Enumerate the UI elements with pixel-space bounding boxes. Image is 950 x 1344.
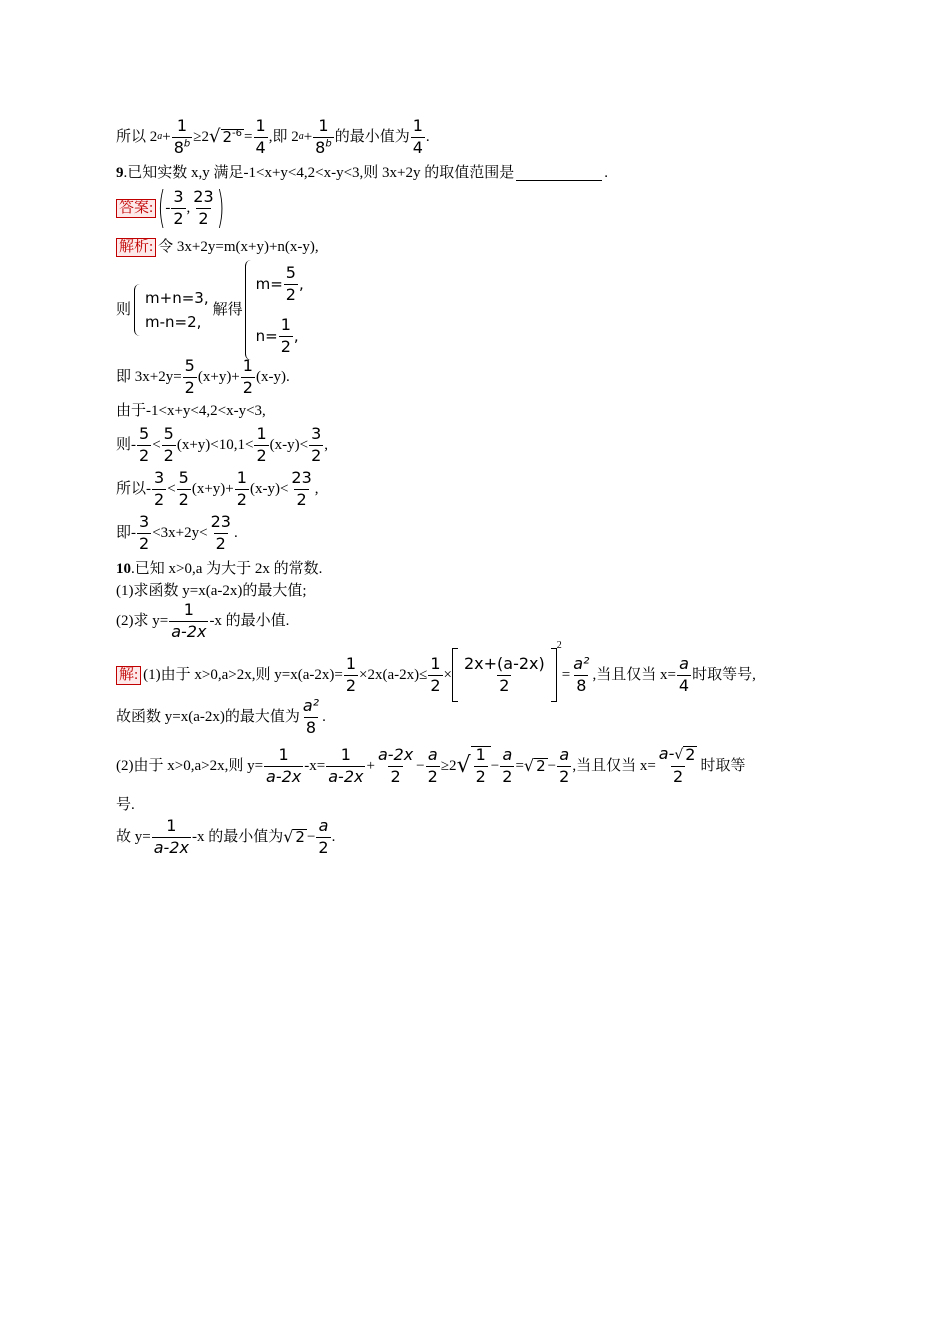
text: ×2x(a-2x)≤	[359, 666, 428, 683]
text: 所以 2	[116, 128, 158, 145]
exponent: -6	[232, 128, 243, 140]
numerator: 1	[256, 424, 267, 443]
text: .	[322, 708, 326, 725]
denominator: 2	[430, 675, 441, 695]
text: (x+y)+	[197, 368, 240, 385]
denominator: 2	[559, 766, 570, 786]
text: 的最小值为	[334, 128, 410, 145]
denominator: 2	[139, 445, 150, 465]
numerator: a	[427, 744, 438, 764]
fraction	[428, 653, 442, 695]
right-paren: )	[216, 182, 225, 233]
fraction	[241, 358, 255, 397]
denominator: 2	[184, 377, 195, 397]
fraction	[177, 470, 191, 509]
solution-10-part1: 解: (1)由于 x>0,a>2x,则 y=x(a-2x)= $\frac{1}{2}$ ×2x(a-2x)≤ $\frac{1}{2}$ × $\frac{2x+(a-2x)}{2}$ 2 = $\frac{\text{a²}}{8}$ ,当且仅当 x= $\frac{a}{4}$ 时取等号,	[116, 648, 756, 702]
denominator: 2	[215, 533, 226, 553]
text: 即-	[116, 524, 136, 541]
fraction	[500, 744, 514, 786]
text: 故 y=	[116, 828, 151, 845]
text: ×	[443, 666, 452, 683]
denominator: 2	[280, 336, 291, 356]
denominator: 2	[163, 445, 174, 465]
line-combination	[116, 358, 290, 397]
text: +	[366, 757, 375, 774]
fraction	[313, 118, 334, 157]
denominator: 4	[412, 137, 423, 157]
right-bracket	[551, 648, 557, 702]
denominator: a-2x	[153, 837, 189, 857]
question-10	[116, 562, 322, 577]
text: +	[303, 128, 313, 145]
denominator: 2	[499, 675, 510, 695]
text: ,	[293, 326, 299, 345]
numerator: 2x+(a-2x)	[464, 653, 545, 673]
fraction	[162, 426, 176, 465]
numerator: 1	[242, 356, 253, 375]
radicand: 2	[536, 757, 546, 776]
text: 令 3x+2y=m(x+y)+n(x-y),	[158, 239, 319, 255]
numerator: a	[559, 744, 570, 764]
question-number: 9	[116, 165, 124, 181]
text: −	[490, 757, 500, 774]
numerator: a	[318, 816, 329, 835]
text: =	[515, 757, 524, 774]
text: −	[306, 828, 316, 845]
answer-9	[116, 182, 225, 233]
denominator: 2	[236, 489, 247, 509]
fraction	[137, 514, 151, 553]
solution-tag: 解析:	[116, 238, 156, 257]
denominator: 4	[678, 675, 690, 695]
left-paren: (	[157, 182, 166, 233]
numerator: 3	[139, 512, 150, 531]
system-left	[145, 286, 209, 334]
fraction	[152, 470, 166, 509]
numerator: a- √ 2	[658, 744, 696, 765]
text: 故函数 y=x(a-2x)的最大值为	[116, 708, 300, 725]
denominator: 8	[305, 717, 317, 737]
question-text: .已知实数 x,y 满足-1<x+y<4,2<x-y<3,则 3x+2y 的取值范围是	[123, 165, 515, 181]
fraction	[209, 514, 233, 553]
numerator: 1	[475, 745, 486, 765]
radicand: 2	[295, 828, 305, 847]
numerator: 1	[345, 653, 356, 673]
denominator: 2	[502, 766, 513, 786]
fraction	[191, 186, 215, 228]
text: .	[425, 128, 430, 145]
equation-system	[116, 258, 304, 362]
denominator: a-2x	[266, 766, 302, 786]
equation: m-n=2,	[145, 312, 202, 331]
text: -x 的最小值为	[191, 828, 284, 845]
numerator: 1	[236, 468, 247, 487]
numerator: 23	[210, 512, 231, 531]
denominator: 2	[296, 489, 307, 509]
denominator: 2	[345, 675, 356, 695]
text: ,	[298, 274, 304, 293]
brace	[245, 260, 252, 360]
text: 即 3x+2y=	[116, 368, 182, 385]
radical: √ $\frac{1}{2}$	[457, 746, 491, 786]
num-text: a-	[658, 744, 675, 763]
text: -x=	[304, 757, 326, 774]
denominator: 2	[198, 208, 209, 228]
numerator: 3	[154, 468, 165, 487]
radical: √ $2^{-6}$	[209, 126, 243, 148]
text: (x-y).	[255, 368, 290, 385]
numerator: a-2x	[377, 744, 414, 764]
numerator: 1	[280, 314, 291, 334]
text: 时取等	[700, 757, 746, 774]
line-result	[116, 514, 238, 553]
denominator: 2	[390, 766, 401, 786]
fraction	[301, 698, 321, 737]
text: (2)由于 x>0,a>2x,则 y=	[116, 757, 264, 774]
denominator: 2	[311, 445, 322, 465]
den-base: 8	[315, 137, 326, 157]
numerator: 1	[166, 816, 177, 835]
solution-10-part2-wrap	[116, 798, 135, 813]
fraction	[474, 747, 488, 786]
text: ,当且仅当 x=	[592, 666, 676, 683]
numerator: a²	[302, 696, 320, 715]
denominator: 2	[178, 489, 189, 509]
text: ,	[186, 199, 191, 216]
denominator: 2	[673, 767, 684, 787]
answer-blank	[516, 166, 602, 181]
text: -x 的最小值.	[209, 612, 290, 629]
numerator: 5	[184, 356, 195, 375]
text: <	[152, 436, 161, 453]
text: 则	[116, 301, 132, 318]
denominator: 2	[318, 837, 329, 857]
denominator: 8	[576, 675, 587, 695]
line-sum	[116, 470, 319, 509]
denominator: 4	[255, 137, 266, 157]
numerator: 1	[183, 600, 194, 619]
fraction	[571, 653, 591, 695]
text: n=	[255, 326, 278, 345]
denominator: a-2x	[328, 766, 364, 786]
text: 则-	[116, 436, 136, 453]
den-base: 8	[173, 137, 184, 157]
solution-10-part1-conclusion	[116, 698, 326, 737]
text: ≥2	[193, 128, 210, 145]
fraction	[411, 118, 425, 157]
text: 解得	[212, 301, 243, 318]
numerator: 5	[178, 468, 189, 487]
denominator: 2	[256, 445, 267, 465]
text: 由于-1<x+y<4,2<x-y<3,	[116, 403, 266, 419]
text: <	[167, 480, 176, 497]
line-given	[116, 404, 266, 419]
text: −	[547, 757, 557, 774]
equation: m+n=3,	[145, 288, 209, 307]
numerator: 3	[173, 186, 184, 206]
fraction	[254, 118, 268, 157]
fraction	[169, 602, 208, 641]
fraction	[376, 744, 415, 786]
text: (2)求 y=	[116, 612, 169, 629]
denominator: 2	[139, 533, 150, 553]
numerator: 1	[278, 744, 289, 764]
numerator: 5	[139, 424, 150, 443]
fraction	[309, 426, 323, 465]
numerator: a²	[573, 653, 590, 673]
fraction	[137, 426, 151, 465]
text: =	[561, 666, 571, 683]
text: 所以-	[116, 480, 151, 497]
fraction	[316, 818, 330, 857]
text: m=	[255, 274, 283, 293]
text: (1)求函数 y=x(a-2x)的最大值;	[116, 583, 307, 599]
denominator: 2	[154, 489, 165, 509]
fraction	[289, 470, 313, 509]
solution-10-part2	[116, 746, 745, 786]
fraction	[426, 744, 440, 786]
solution-10-part2-conclusion	[116, 818, 335, 857]
numerator: 1	[340, 744, 351, 764]
solution-tag: 解:	[116, 666, 141, 685]
fraction	[344, 653, 358, 695]
radical: √ 2	[523, 756, 546, 776]
denominator	[172, 137, 193, 157]
denominator: 2	[427, 766, 438, 786]
numerator: 1	[430, 653, 441, 673]
text: 号.	[116, 797, 135, 813]
fraction	[171, 186, 185, 228]
text: ,当且仅当 x=	[572, 757, 656, 774]
solution-9	[116, 238, 319, 257]
denominator: a-2x	[171, 621, 207, 641]
text: (x-y)<	[269, 436, 309, 453]
numerator: 1	[176, 116, 188, 135]
numerator: 1	[412, 116, 423, 135]
exponent: b	[183, 138, 191, 150]
radicand: 2	[222, 128, 233, 147]
text: −	[416, 757, 425, 774]
fraction	[254, 426, 268, 465]
radical: √ 2	[283, 827, 305, 847]
text: ,	[314, 480, 319, 497]
numerator: a	[679, 653, 689, 673]
left-bracket	[452, 648, 458, 702]
fraction	[677, 653, 691, 695]
text: .	[331, 828, 336, 845]
answer-tag: 答案:	[116, 199, 156, 218]
question-9	[116, 166, 608, 181]
text: =	[244, 128, 253, 145]
text: .	[233, 524, 238, 541]
text: (x+y)<10,1<	[176, 436, 254, 453]
denominator	[313, 137, 334, 157]
text: (1)由于 x>0,a>2x,则 y=x(a-2x)=	[143, 666, 343, 683]
text: ≥2	[440, 757, 457, 774]
radicand: 2	[685, 745, 696, 765]
fraction	[557, 744, 571, 786]
numerator: 23	[291, 468, 312, 487]
text: +	[162, 128, 171, 145]
fraction	[172, 118, 193, 157]
fraction	[152, 818, 191, 857]
question-number: 10	[116, 561, 131, 577]
system-right	[256, 258, 304, 362]
numerator: 5	[163, 424, 174, 443]
denominator: 2	[173, 208, 184, 228]
text: 时取等号,	[692, 666, 756, 683]
brace	[134, 284, 141, 336]
fraction	[326, 744, 365, 786]
numerator: 1	[255, 116, 266, 135]
text: -	[165, 199, 171, 216]
fraction	[284, 262, 298, 304]
question-10-part1	[116, 584, 307, 599]
line-conclusion: 所以 2 a + $\frac{1}{8^b}$ ≥2 √ $2^{-6}$ = $\frac{1}{4}$ ,即 2 a + $\frac{1}{8^b}$ 的最小值为 $\frac{1}{4}$ .	[116, 116, 430, 157]
text: (x+y)+	[191, 480, 234, 497]
denominator: 2	[285, 284, 296, 304]
fraction	[183, 358, 197, 397]
exponent: b	[325, 138, 332, 150]
text: <3x+2y<	[152, 524, 208, 541]
fraction	[279, 314, 293, 356]
text: (x-y)<	[249, 480, 289, 497]
text: .	[604, 165, 608, 181]
fraction	[264, 744, 303, 786]
denominator: 2	[242, 377, 253, 397]
numerator: 23	[193, 186, 214, 206]
text: ,	[324, 436, 329, 453]
question-text: .已知 x>0,a 为大于 2x 的常数.	[131, 561, 323, 577]
line-bounds	[116, 426, 328, 465]
question-10-part2	[116, 602, 289, 641]
text: ,即 2	[268, 128, 299, 145]
numerator: 5	[285, 262, 296, 282]
numerator: 1	[318, 116, 329, 135]
fraction	[657, 746, 700, 786]
fraction	[235, 470, 249, 509]
numerator: 3	[311, 424, 322, 443]
numerator: a	[502, 744, 513, 764]
fraction	[462, 653, 547, 695]
denominator: 2	[475, 767, 486, 787]
